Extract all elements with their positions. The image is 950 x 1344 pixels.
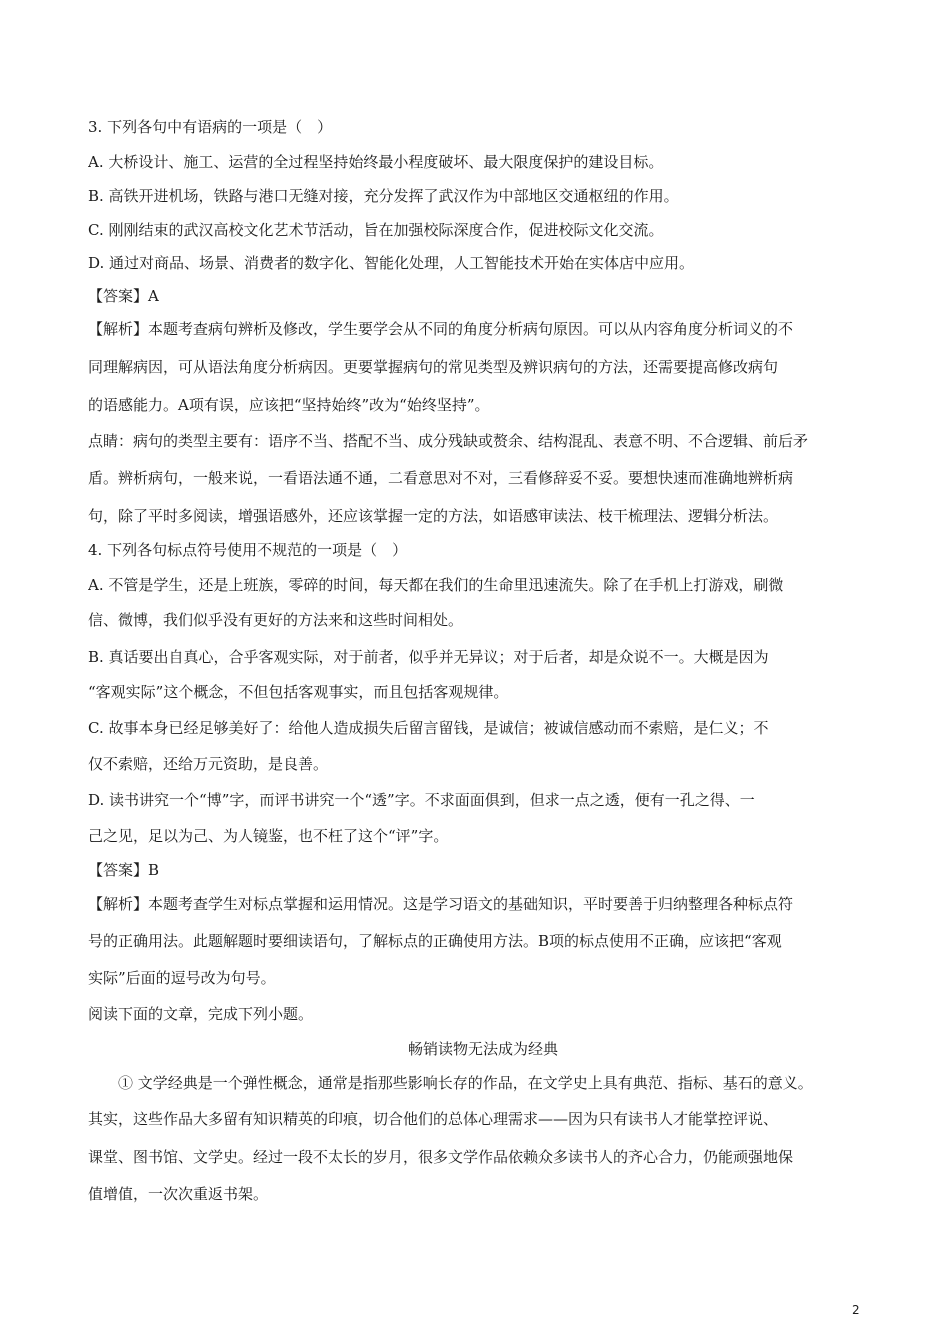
question-3-analysis-line: 的语感能力。A项有误，应该把“坚持始终”改为“始终坚持”。 bbox=[88, 396, 490, 414]
question-3-tip-line: 点睛：病句的类型主要有：语序不当、搭配不当、成分残缺或赘余、结构混乱、表意不明、不合逻辑、前后矛 bbox=[88, 432, 809, 450]
question-4-analysis-line: 【解析】本题考查学生对标点掌握和运用情况。这是学习语文的基础知识，平时要善于归纳整理各种标点符 bbox=[88, 895, 794, 913]
question-4-answer: 【答案】B bbox=[88, 861, 160, 879]
page-number: 2 bbox=[852, 1303, 860, 1317]
question-4-option-d-line: D. 读书讲究一个“博”字，而评书讲究一个“透”字。不求面面俱到，但求一点之透，便有一孔之得、一 bbox=[88, 791, 755, 809]
question-4-analysis-line: 号的正确用法。此题解题时要细读语句，了解标点的正确使用方法。B项的标点使用不正确，应该把“客观 bbox=[88, 932, 782, 950]
question-3-tip-line: 句，除了平时多阅读，增强语感外，还应该掌握一定的方法，如语感审读法、枝干梳理法、逻辑分析法。 bbox=[88, 507, 779, 525]
article-paragraph-line: 课堂、图书馆、文学史。经过一段不太长的岁月，很多文学作品依赖众多读书人的齐心合力，仍能顽强地保 bbox=[88, 1148, 794, 1166]
question-4-analysis-line: 实际”后面的逗号改为句号。 bbox=[88, 969, 276, 987]
question-3-option-d: D. 通过对商品、场景、消费者的数字化、智能化处理，人工智能技术开始在实体店中应用。 bbox=[88, 254, 695, 272]
question-3-analysis-line: 同理解病因，可从语法角度分析病因。更要掌握病句的常见类型及辨识病句的方法，还需要提高修改病句 bbox=[88, 358, 779, 376]
question-3-tip-line: 盾。辨析病句，一般来说，一看语法通不通，二看意思对不对，三看修辞妥不妥。要想快速而准确地辨析病 bbox=[88, 469, 794, 487]
article-paragraph-line: ① 文学经典是一个弹性概念，通常是指那些影响长存的作品，在文学史上具有典范、指标、基石的意义。 bbox=[118, 1074, 813, 1092]
question-4-option-b-line: B. 真话要出自真心，合乎客观实际，对于前者，似乎并无异议；对于后者，却是众说不一。大概是因为 bbox=[88, 648, 769, 666]
article-paragraph-line: 其实，这些作品大多留有知识精英的印痕，切合他们的总体心理需求——因为只有读书人才能掌控评说、 bbox=[88, 1110, 779, 1128]
question-3-option-c: C. 刚刚结束的武汉高校文化艺术节活动，旨在加强校际深度合作，促进校际文化交流。 bbox=[88, 221, 664, 239]
question-3-analysis-line: 【解析】本题考查病句辨析及修改，学生要学会从不同的角度分析病句原因。可以从内容角度分析词义的不 bbox=[88, 320, 794, 338]
question-4-option-a-line: 信、微博，我们似乎没有更好的方法来和这些时间相处。 bbox=[88, 611, 464, 629]
question-3-option-b: B. 高铁开进机场，铁路与港口无缝对接，充分发挥了武汉作为中部地区交通枢纽的作用。 bbox=[88, 187, 679, 205]
question-3-stem: 3. 下列各句中有语病的一项是（ ） bbox=[88, 118, 333, 136]
question-4-stem: 4. 下列各句标点符号使用不规范的一项是（ ） bbox=[88, 541, 408, 559]
question-4-option-d-line: 己之见，足以为己、为人镜鉴，也不枉了这个“评”字。 bbox=[88, 827, 449, 845]
article-paragraph-line: 值增值，一次次重返书架。 bbox=[88, 1185, 269, 1203]
question-4-option-b-line: “客观实际”这个概念，不但包括客观事实，而且包括客观规律。 bbox=[88, 683, 509, 701]
question-4-option-a-line: A. 不管是学生，还是上班族，零碎的时间，每天都在我们的生命里迅速流失。除了在手机上打游戏，刷微 bbox=[88, 576, 784, 594]
question-3-option-a: A. 大桥设计、施工、运营的全过程坚持始终最小程度破坏、最大限度保护的建设目标。 bbox=[88, 153, 664, 171]
question-4-option-c-line: C. 故事本身已经足够美好了：给他人造成损失后留言留钱，是诚信；被诚信感动而不索赔，是仁义；不 bbox=[88, 719, 769, 737]
reading-instruction: 阅读下面的文章，完成下列小题。 bbox=[88, 1005, 314, 1023]
question-3-answer: 【答案】A bbox=[88, 287, 159, 305]
question-4-option-c-line: 仅不索赔，还给万元资助，是良善。 bbox=[88, 755, 329, 773]
article-title: 畅销读物无法成为经典 bbox=[407, 1040, 558, 1058]
